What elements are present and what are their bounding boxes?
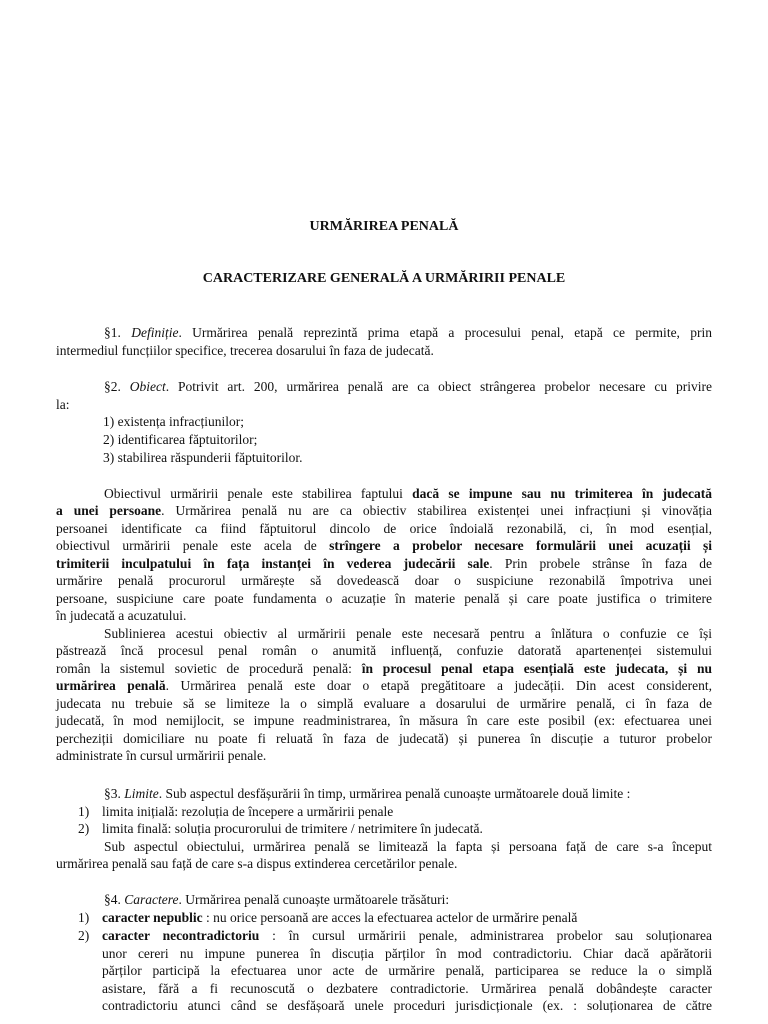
paragraph-1-line: persoane, suspiciune care poate fundamenta o acuzație în materie penală și care poate justifica o trimitere <box>56 591 712 606</box>
list-item-number: 2) <box>78 928 90 943</box>
list-item-number: 1) <box>78 910 90 925</box>
list-item: 3) stabilirea răspunderii făptuitorilor. <box>103 450 303 465</box>
section-2-line-2: la: <box>56 397 70 412</box>
paragraph-1-line: urmărire penală procurorul urmărește să dovedească doar o suspiciune rezonabilă împotriva unei <box>56 573 712 588</box>
section-3-line-1: §3. Limite. Sub aspectul desfășurării în timp, urmărirea penală cunoaște următoarele două limite : <box>104 786 631 801</box>
paragraph-1-line: persoanei identificate ca fiind făptuitorul dincolo de orice îndoială rezonabilă, ci, în mod esențial, <box>56 521 712 536</box>
paragraph-1-line: trimiterii inculpatului în fața instanței în vederea judecării sale. Prin probele strânse în faza de <box>56 556 713 571</box>
section-2-line-1: §2. Obiect. Potrivit art. 200, urmărirea penală are ca obiect strângerea probelor necesare cu privire <box>104 379 712 394</box>
list-item: 1) existența infracțiunilor; <box>103 414 244 429</box>
paragraph-2-line: percheziții domiciliare nu poate fi reluată în faza de judecată) și punerea în discuție a tuturor probelor <box>56 731 712 746</box>
paragraph-2-line: Sublinierea acestui obiectiv al urmăririi penale este necesară pentru a înlătura o confuzie ce își <box>104 626 712 641</box>
paragraph-1-line: obiectivul urmăririi penale este acela de strîngere a probelor necesare formulării unei acuzații și <box>56 538 712 553</box>
paragraph-2-line: român la sistemul sovietic de procedură penală: în procesul penal etapa esențială este judecata, și nu <box>56 661 712 676</box>
list-item-line: părților participă la efectuarea unor acte de urmărire penală, participarea se reduce la o simplă <box>102 963 712 978</box>
paragraph-2-line: urmărirea penală. Urmărirea penală este doar o etapă pregătitoare a judecății. Din acest considerent, <box>56 678 712 693</box>
section-4-line-1: §4. Caractere. Urmărirea penală cunoaște următoarele trăsături: <box>104 892 450 907</box>
page-subtitle: CARACTERIZARE GENERALĂ A URMĂRIRII PENALE <box>202 271 566 286</box>
list-item-number: 2) <box>78 821 90 836</box>
paragraph-1-line: a unei persoane. Urmărirea penală nu are ca obiectiv stabilirea existenței unei infracțiuni și vinovăția <box>56 503 712 518</box>
list-item: 2) identificarea făptuitorilor; <box>103 432 258 447</box>
list-item-number: 1) <box>78 804 90 819</box>
paragraph-1-line: Obiectivul urmăririi penale este stabilirea faptului dacă se impune sau nu trimiterea în judecată <box>104 486 713 501</box>
paragraph-2-line: judecată, în mod nemijlocit, se impune readministrarea, în măsura în care este posibil (ex: efectuarea unei <box>56 713 712 728</box>
paragraph-1-line: în judecată a acuzatului. <box>56 608 187 623</box>
section-2-heading: Obiect <box>129 379 166 394</box>
list-item-line: unor cereri nu impune punerea în discuția părților în mod contradictoriu. Chiar dacă apărătorii <box>102 946 712 961</box>
section-3-line: Sub aspectul obiectului, urmărirea penală se limitează la fapta și persoana față de care s-a început <box>104 839 712 854</box>
section-3-heading: Limite <box>124 786 159 801</box>
section-1-heading: Definiție <box>131 325 179 340</box>
list-item: caracter necontradictoriu : în cursul urmăririi penale, administrarea probelor sau soluționarea <box>102 928 713 943</box>
list-item: caracter nepublic : nu orice persoană are acces la efectuarea actelor de urmărire penală <box>102 910 578 925</box>
section-1-line-2: intermediul funcțiilor specifice, trecerea dosarului în faza de judecată. <box>56 343 434 358</box>
section-4-heading: Caractere <box>124 892 179 907</box>
list-item: limita finală: soluția procurorului de trimitere / netrimitere în judecată. <box>102 821 483 836</box>
section-1-line-1: §1. Definiție. Urmărirea penală reprezintă prima etapă a procesului penal, etapă ce permite, prin <box>104 325 713 340</box>
page-title: URMĂRIREA PENALĂ <box>309 219 459 234</box>
section-3-line: urmărirea penală sau față de care s-a dispus extinderea cercetărilor penale. <box>56 856 458 871</box>
list-item-line: asistare, fără a fi recunoscută o dezbatere contradictorie. Urmărirea penală dobândește caracter <box>102 981 712 996</box>
paragraph-2-line: judecata nu trebuie să se limiteze la o simplă evaluare a dosarului de urmărire penală, ci în faza de <box>56 696 712 711</box>
paragraph-2-line: administrate în cursul urmăririi penale. <box>56 748 267 763</box>
list-item: limita inițială: rezoluția de începere a urmăririi penale <box>102 804 394 819</box>
list-item-line: contradictoriu atunci când se desfășoară unele proceduri jurisdicționale (ex. : soluționarea de către <box>102 998 712 1013</box>
paragraph-2-line: păstrează încă procesul penal român o anumită influență, confuzie datorată apartenenței sistemului <box>56 643 712 658</box>
